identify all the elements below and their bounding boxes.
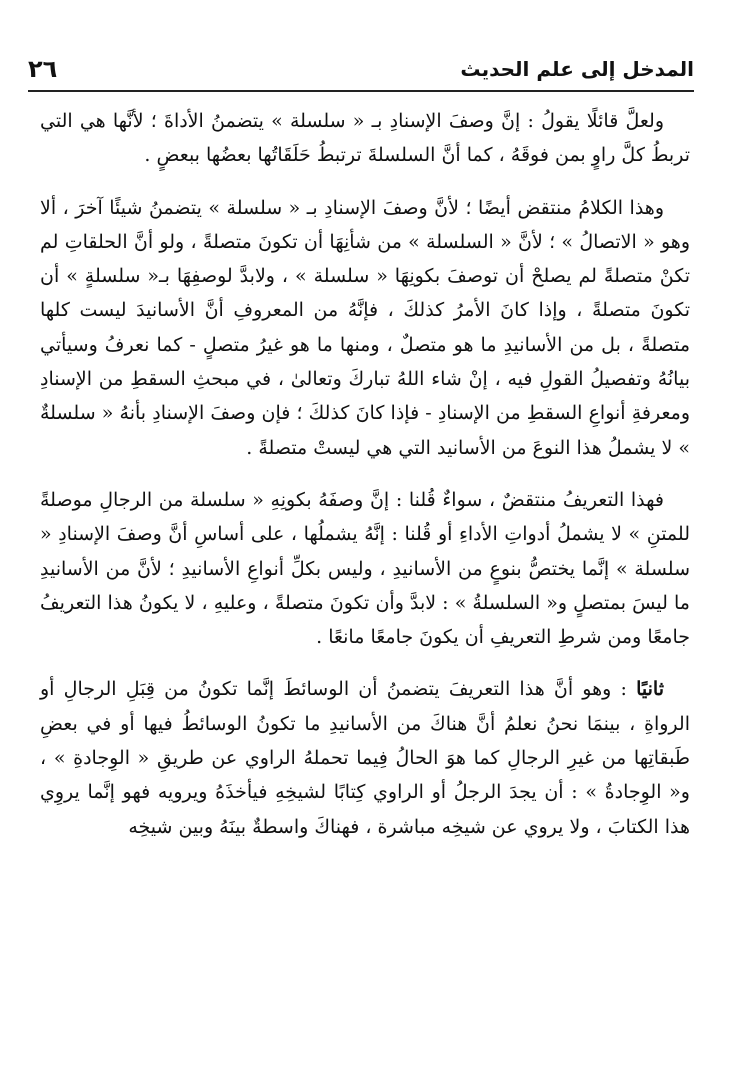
body-text (40, 104, 690, 844)
paragraph (40, 483, 690, 654)
page-number: ٢٦ (28, 55, 58, 83)
paragraph-lead: ثانيًا (636, 678, 664, 701)
paragraph-text: : وهو أنَّ هذا التعريفَ يتضمنُ أن الوسائطَ إنَّما تكونُ من قِبَلِ الرجالِ أو الرواةِ ، بينمَا نحنُ نعلمُ أنَّ هناكَ من الأسانيدِ ما تكونُ الوسائطُ فيها أو في بعضِ طَبقاتِها من غيرِ الرجالِ كما هوَ الحالُ فِيما تحملهُ الراوي عن طريقِ « الوِجادةِ » ، و« الوِجادةُ » : أن يجدَ الرجلُ أو الراوي كِتابًا لشيخِهِ فيأخذَهُ ويرويه فهو إنَّما يروِي هذا الكتابَ ، ولا يروي عن شيخِه مباشرة ، فهناكَ واسطةٌ بينَهُ وبين شيخِه (40, 678, 690, 838)
paragraph (40, 672, 690, 843)
running-title: المدخل إلى علم الحديث (460, 57, 694, 81)
paragraph-text: ولعلَّ قائلًا يقولُ : إنَّ وصفَ الإسنادِ بـ « سلسلة » يتضمنُ الأداةَ ؛ لأنَّها هي التي تربطُ كلَّ راوٍ بمن فوقَهُ ، كما أنَّ السلسلةَ ترتبطُ حَلَقَاتُها بعضُها ببعضٍ . (40, 110, 690, 167)
paragraph-text: وهذا الكلامُ منتقض أيضًا ؛ لأنَّ وصفَ الإسنادِ بـ « سلسلة » يتضمنُ شيئًا آخرَ ، ألا وهو « الاتصالُ » ؛ لأنَّ « السلسلة » من شأنِهَا أن تكونَ متصلةً ، ولو أنَّ الحلقاتِ لم تكنْ متصلةً لم يصلحْ أن توصفَ بكونِهَا « سلسلة » ، ولابدَّ لوصفِهَا بـ« سلسلةٍ » أن تكونَ متصلةً ، وإذا كانَ الأمرُ كذلكَ ، فإنَّهُ من المعروفِ أنَّ الأسانيدَ ليست كلها متصلةً ، بل من الأسانيدِ ما هو متصلٌ ، ومنها ما هو غيرُ متصلٍ - كما نعرفُ وسيأتي بيانُهُ وتفصيلُ القولِ فيه ، إنْ شاء اللهُ تباركَ وتعالىٰ ، في مبحثِ السقطِ من الإسنادِ ومعرفةِ أنواعِ السقطِ من الإسنادِ - فإذا كانَ كذلكَ ؛ فإن وصفَ الإسنادِ بأنهُ « سلسلةٌ » لا يشملُ هذا النوعَ من الأسانيد التي هي ليستْ متصلةً . (40, 196, 690, 459)
paragraph (40, 104, 690, 173)
header-rule (28, 90, 694, 92)
paragraph-text: فهذا التعريفُ منتقضٌ ، سواءٌ قُلنا : إنَّ وصفَهُ بكونِهِ « سلسلة من الرجالِ موصلةً للمتنِ » لا يشملُ أدواتِ الأداءِ أو قُلنا : إنَّهُ يشملُها ، على أساسِ أنَّ وصفَ الإسنادِ « سلسلة » إنَّما يختصُّ بنوعٍ من الأسانيدِ ، وليس بكلِّ أنواعِ الأسانيدِ ؛ لأنَّ من الأسانيدِ ما ليسَ بمتصلٍ و« السلسلةُ » : لابدَّ وأن تكونَ متصلةً ، وعليهِ ، لا يكونُ هذا التعريفُ جامعًا ومن شرطِ التعريفِ أن يكونَ جامعًا مانعًا . (40, 488, 690, 649)
paragraph (40, 191, 690, 465)
page-header (28, 52, 694, 86)
